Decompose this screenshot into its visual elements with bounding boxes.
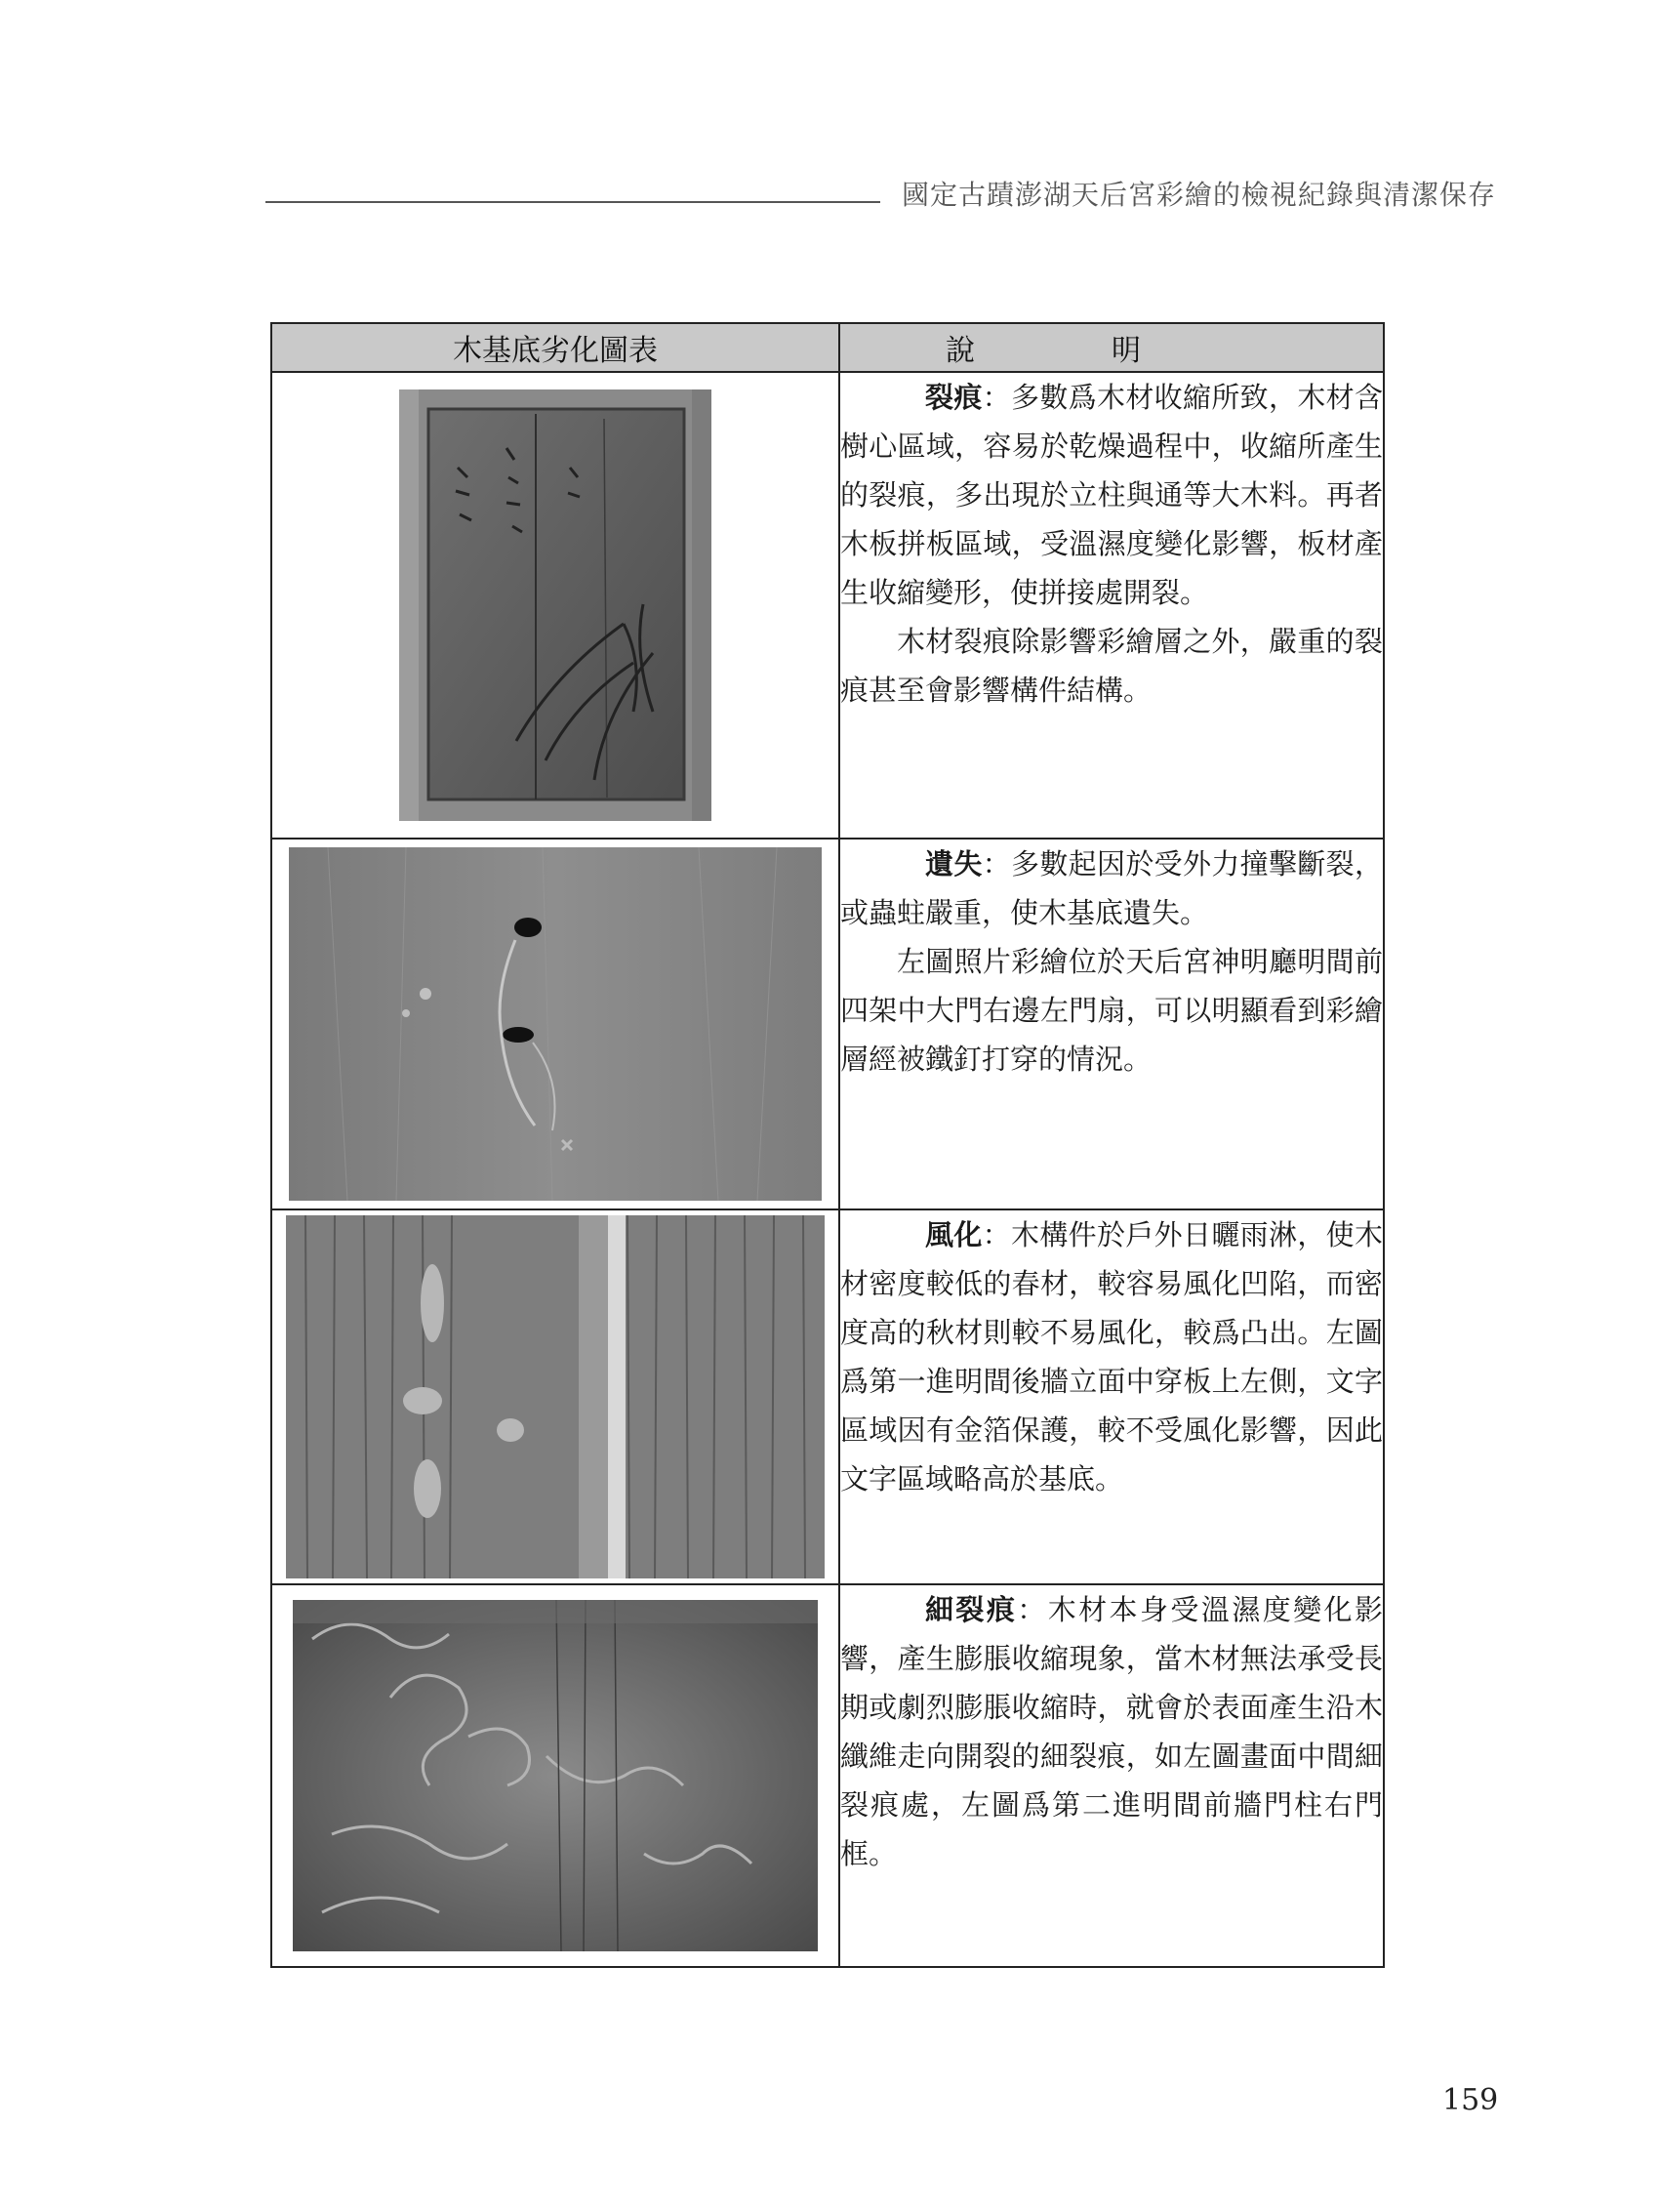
photo-cell (271, 1584, 839, 1967)
page-number: 159 (1442, 2083, 1499, 2117)
weathered-wood-photo-icon (286, 1215, 825, 1578)
term-label: 裂痕 (925, 381, 983, 414)
table-header-row (271, 323, 1384, 372)
table-row (271, 1584, 1384, 1967)
description-text: ：多數爲木材收縮所致，木材含樹心區域，容易於乾燥過程中，收縮所產生的裂痕，多出現於立柱與通等大木料。再者木板拼板區域，受溫濕度變化影響，板材產生收縮變形，使拼接處開裂。 (840, 381, 1383, 609)
description-cell (839, 1584, 1384, 1967)
fine-crack-photo-icon (293, 1600, 818, 1951)
term-label: 遺失 (925, 847, 983, 881)
wood-panel-photo-icon (399, 389, 711, 821)
table-row (271, 372, 1384, 839)
description-cell (839, 372, 1384, 839)
term-label: 細裂痕 (925, 1593, 1018, 1626)
description-paragraph: 左圖照片彩繪位於天后宮神明廳明間前四架中大門右邊左門扇，可以明顯看到彩繪層經被鐵釘打穿的情況。 (840, 945, 1383, 1076)
photo-cell (271, 1209, 839, 1584)
photo-cell (271, 839, 839, 1209)
table-row (271, 839, 1384, 1209)
running-header-title: 國定古蹟澎湖天后宮彩繪的檢視紀錄與清潔保存 (902, 179, 1497, 211)
description-cell (839, 839, 1384, 1209)
column-header-chart: 木基底劣化圖表 (271, 323, 839, 372)
description-cell (839, 1209, 1384, 1584)
term-label: 風化 (925, 1218, 983, 1251)
description-paragraph: 木材裂痕除影響彩繪層之外，嚴重的裂痕甚至會影響構件結構。 (840, 625, 1383, 707)
header-rule (265, 201, 880, 203)
table-row (271, 1209, 1384, 1584)
column-header-description: 說明 (839, 323, 1384, 372)
description-text: ：木材本身受溫濕度變化影響，產生膨脹收縮現象，當木材無法承受長期或劇烈膨脹收縮時，就會於表面產生沿木纖維走向開裂的細裂痕，如左圖畫面中間細裂痕處，左圖爲第二進明間前牆門柱右門框。 (840, 1593, 1383, 1870)
photo-cell (271, 372, 839, 839)
description-text: ：多數起因於受外力撞擊斷裂，或蟲蛀嚴重，使木基底遺失。 (840, 847, 1383, 929)
nail-hole-photo-icon (289, 847, 822, 1201)
description-text: ：木構件於戶外日曬雨淋，使木材密度較低的春材，較容易風化凹陷，而密度高的秋材則較不易風化，較爲凸出。左圖爲第一進明間後牆立面中穿板上左側，文字區域因有金箔保護，較不受風化影響，因此文字區域略高於基底。 (840, 1218, 1383, 1495)
wood-deterioration-table (270, 322, 1385, 1968)
